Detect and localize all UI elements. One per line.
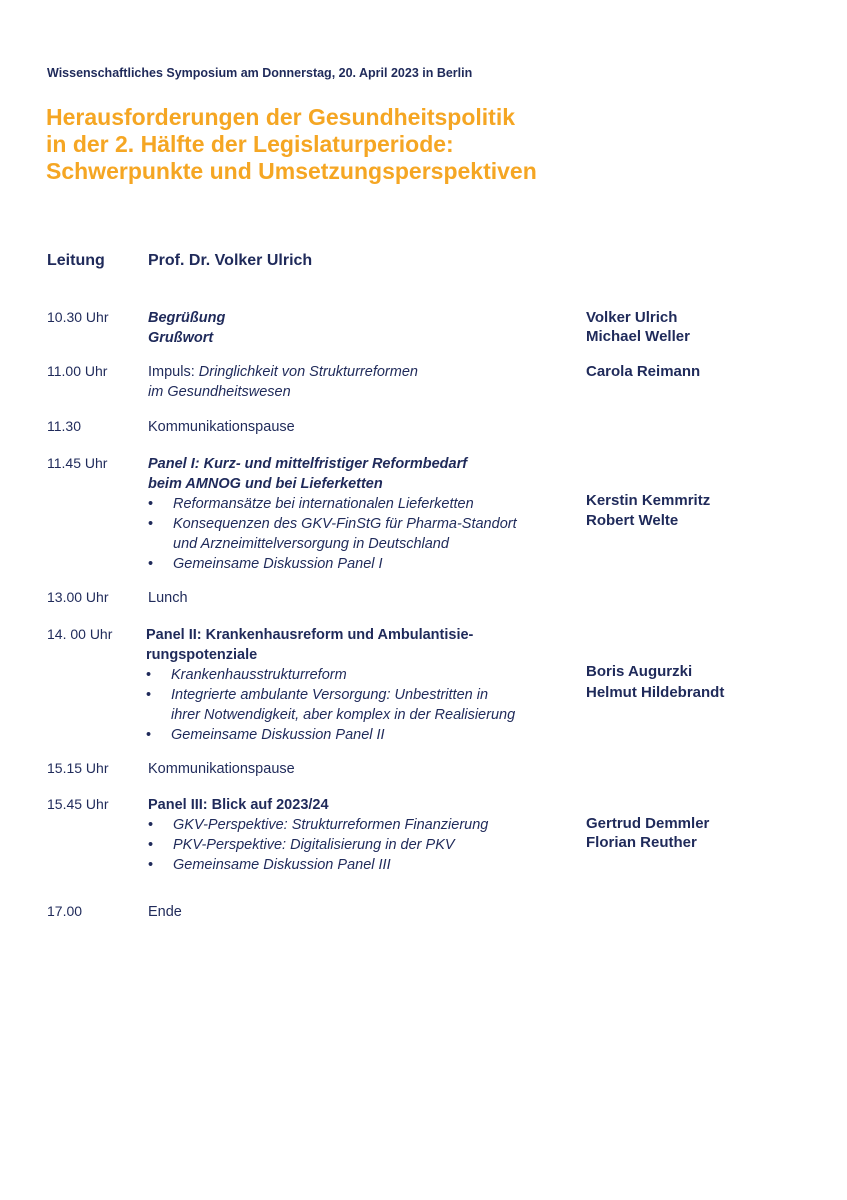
bullet-icon: • bbox=[148, 837, 154, 853]
panel-title: beim AMNOG und bei Lieferketten bbox=[148, 476, 383, 492]
speaker-name: Florian Reuther bbox=[586, 834, 697, 851]
leitung-name: Prof. Dr. Volker Ulrich bbox=[148, 252, 313, 269]
speakers bbox=[586, 362, 700, 381]
panel-title: Panel III: Blick auf 2023/24 bbox=[148, 797, 329, 813]
page-title bbox=[46, 104, 537, 185]
list-item: • Gemeinsame Diskussion Panel III bbox=[148, 857, 391, 873]
time-label: 11.45 Uhr bbox=[47, 455, 108, 471]
bullet-icon: • bbox=[148, 556, 154, 572]
list-item: • PKV-Perspektive: Digitalisierung in der PKV bbox=[148, 837, 455, 853]
session-content: Lunch bbox=[148, 590, 188, 606]
speaker-name: Gertrud Demmler bbox=[586, 815, 710, 832]
time-label: 15.15 Uhr bbox=[47, 760, 109, 776]
speaker-name: Helmut Hildebrandt bbox=[586, 684, 725, 701]
session-title: Dringlichkeit von Strukturreformen bbox=[198, 364, 418, 380]
panel-title: rungspotenziale bbox=[146, 647, 258, 663]
list-item: • Krankenhausstrukturreform bbox=[146, 667, 347, 683]
session-content: Kommunikationspause bbox=[148, 419, 295, 435]
speakers bbox=[586, 308, 690, 346]
session-content bbox=[148, 308, 578, 348]
session-title: im Gesundheitswesen bbox=[148, 384, 291, 400]
speakers bbox=[586, 814, 709, 852]
session-content bbox=[148, 795, 578, 875]
list-item: • GKV-Perspektive: Strukturreformen Finanzierung bbox=[148, 817, 489, 833]
session-title: Begrüßung bbox=[148, 310, 226, 326]
session-content bbox=[146, 625, 576, 745]
session-content bbox=[148, 362, 578, 402]
time-label: 13.00 Uhr bbox=[47, 589, 109, 605]
speaker-name: Boris Augurzki bbox=[586, 663, 693, 680]
panel-topics bbox=[148, 815, 578, 875]
list-item: • Gemeinsame Diskussion Panel II bbox=[146, 727, 385, 743]
list-item: • Integrierte ambulante Versorgung: Unbestritten in ihrer Notwendigkeit, aber komplex in der Realisierung bbox=[146, 687, 516, 723]
title-line-2: in der 2. Hälfte der Legislaturperiode: bbox=[46, 131, 454, 157]
bullet-icon: • bbox=[146, 667, 152, 683]
bullet-icon: • bbox=[148, 496, 154, 512]
time-label: 14. 00 Uhr bbox=[47, 626, 113, 642]
bullet-icon: • bbox=[148, 857, 154, 873]
speaker-name: Michael Weller bbox=[586, 328, 690, 345]
session-content bbox=[148, 454, 578, 574]
title-line-1: Herausforderungen der Gesundheitspolitik bbox=[46, 104, 516, 130]
speaker-name: Carola Reimann bbox=[586, 363, 701, 380]
event-line: Wissenschaftliches Symposium am Donnerstag, 20. April 2023 in Berlin bbox=[47, 66, 473, 80]
panel-title: Panel II: Krankenhausreform und Ambulantisie- bbox=[146, 627, 474, 643]
bullet-icon: • bbox=[148, 817, 154, 833]
session-content: Kommunikationspause bbox=[148, 761, 295, 777]
panel-title: Panel I: Kurz- und mittelfristiger Reformbedarf bbox=[148, 456, 468, 472]
time-label: 15.45 Uhr bbox=[47, 796, 109, 812]
session-content: Ende bbox=[148, 904, 182, 920]
list-item: • Konsequenzen des GKV-FinStG für Pharma-Standort und Arzneimittelversorgung in Deutschland bbox=[148, 516, 517, 552]
bullet-icon: • bbox=[148, 516, 154, 532]
bullet-icon: • bbox=[146, 687, 152, 703]
panel-topics bbox=[148, 494, 578, 574]
speaker-name: Kerstin Kemmritz bbox=[586, 492, 711, 509]
panel-topics bbox=[146, 665, 576, 745]
speaker-name: Robert Welte bbox=[586, 512, 679, 529]
session-title: Grußwort bbox=[148, 330, 214, 346]
speaker-name: Volker Ulrich bbox=[586, 309, 678, 326]
bullet-icon: • bbox=[146, 727, 152, 743]
speakers bbox=[586, 491, 710, 530]
time-label: 11.30 bbox=[47, 418, 81, 434]
time-label: 10.30 Uhr bbox=[47, 309, 109, 325]
time-label: 11.00 Uhr bbox=[47, 363, 108, 379]
leitung-label: Leitung bbox=[47, 252, 105, 269]
list-item: • Gemeinsame Diskussion Panel I bbox=[148, 556, 383, 572]
list-item: • Reformansätze bei internationalen Lieferketten bbox=[148, 496, 474, 512]
speakers bbox=[586, 662, 724, 702]
time-label: 17.00 bbox=[47, 903, 83, 919]
session-prefix: Impuls: bbox=[148, 364, 199, 380]
title-line-3: Schwerpunkte und Umsetzungsperspektiven bbox=[46, 158, 537, 184]
